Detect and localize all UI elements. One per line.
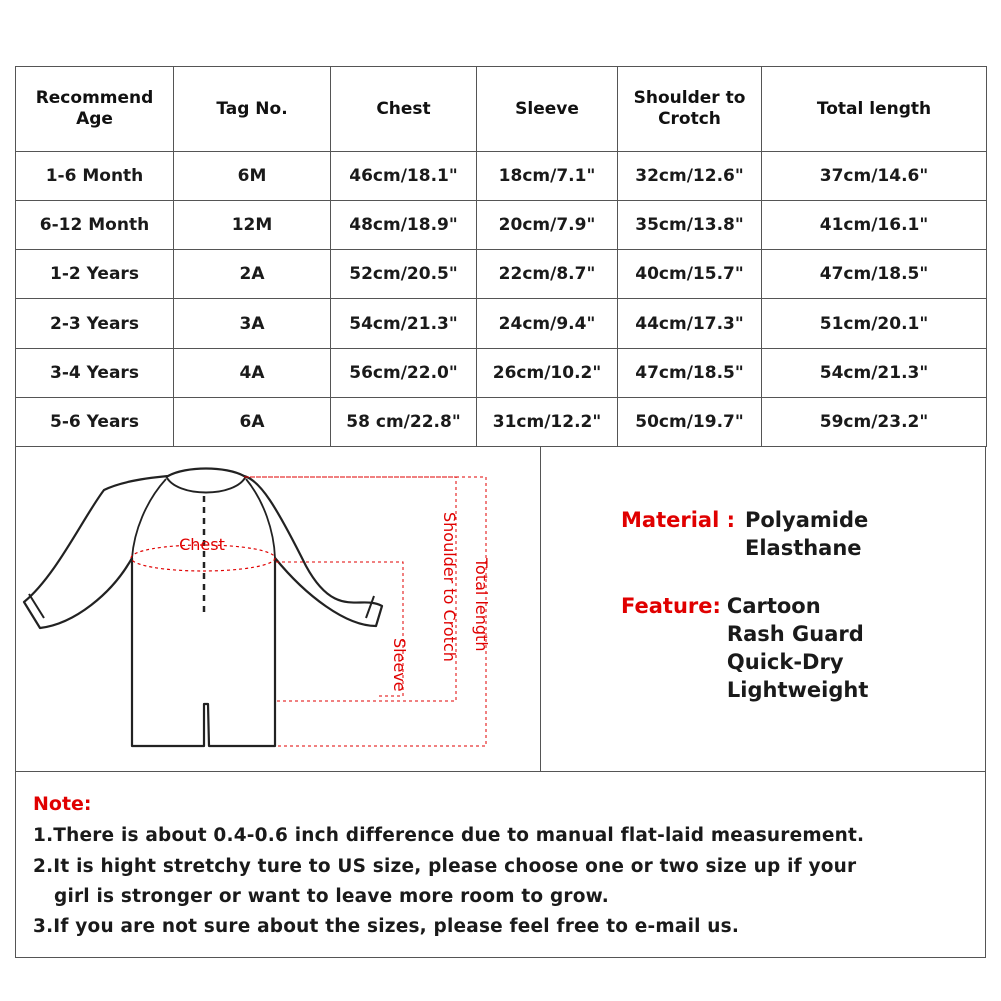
header-stc-line2: Crotch: [658, 109, 721, 129]
shoulder-to-crotch-label: Shoulder to Crotch: [440, 512, 459, 662]
cell-shoulder-to-crotch: 40cm/15.7": [618, 250, 762, 299]
cell-total-length: 59cm/23.2": [762, 397, 987, 446]
cell-total-length: 37cm/14.6": [762, 152, 987, 201]
cell-sleeve: 22cm/8.7": [477, 250, 618, 299]
cell-shoulder-to-crotch: 50cm/19.7": [618, 397, 762, 446]
material-label: Material :: [621, 508, 735, 532]
product-info: [621, 506, 981, 704]
feature-value: Rash Guard: [726, 622, 864, 646]
cell-chest: 58 cm/22.8": [331, 397, 477, 446]
cell-age: 2-3 Years: [16, 299, 174, 348]
cell-sleeve: 18cm/7.1": [477, 152, 618, 201]
note-line-1: 1.There is about 0.4-0.6 inch difference due to manual flat-laid measurement.: [33, 825, 865, 846]
material-value: Polyamide: [744, 508, 869, 532]
cell-shoulder-to-crotch: 32cm/12.6": [618, 152, 762, 201]
cell-shoulder-to-crotch: 47cm/18.5": [618, 348, 762, 397]
note-line-2-continued: girl is stronger or want to leave more room to grow.: [54, 886, 609, 907]
cell-chest: 56cm/22.0": [331, 348, 477, 397]
cell-tag: 4A: [174, 348, 331, 397]
material-row: [621, 506, 981, 562]
header-age-line1: Recommend: [35, 88, 154, 108]
feature-label: Feature:: [621, 594, 721, 618]
sleeve-label: Sleeve: [390, 638, 409, 692]
cell-sleeve: 20cm/7.9": [477, 201, 618, 250]
material-value: Elasthane: [744, 536, 862, 560]
right-cuff: [366, 596, 374, 618]
neckline: [166, 476, 246, 493]
left-raglan-seam: [132, 479, 166, 558]
table-row: [16, 250, 987, 299]
note-line-3: 3.If you are not sure about the sizes, please feel free to e-mail us.: [33, 916, 740, 937]
cell-total-length: 51cm/20.1": [762, 299, 987, 348]
table-row: [16, 201, 987, 250]
header-sleeve: Sleeve: [477, 67, 618, 152]
feature-row: [621, 592, 981, 704]
table-row: [16, 348, 987, 397]
header-tag-no: Tag No.: [174, 67, 331, 152]
feature-value: Quick-Dry: [726, 650, 844, 674]
cell-shoulder-to-crotch: 35cm/13.8": [618, 201, 762, 250]
feature-value: Lightweight: [726, 678, 869, 702]
material-values: [735, 506, 868, 562]
section-divider: [540, 446, 541, 771]
header-age-line2: Age: [76, 109, 113, 129]
table-row: [16, 299, 987, 348]
cell-sleeve: 31cm/12.2": [477, 397, 618, 446]
right-raglan-seam: [246, 479, 275, 558]
feature-value: Cartoon: [726, 594, 821, 618]
cell-age: 1-6 Month: [16, 152, 174, 201]
cell-chest: 46cm/18.1": [331, 152, 477, 201]
header-shoulder-to-crotch: [618, 67, 762, 152]
cell-tag: 3A: [174, 299, 331, 348]
cell-tag: 12M: [174, 201, 331, 250]
table-header-row: [16, 67, 987, 152]
header-total-length: Total length: [762, 67, 987, 152]
header-chest: Chest: [331, 67, 477, 152]
cell-total-length: 47cm/18.5": [762, 250, 987, 299]
table-row: [16, 152, 987, 201]
cell-age: 5-6 Years: [16, 397, 174, 446]
cell-sleeve: 24cm/9.4": [477, 299, 618, 348]
chest-label: Chest: [179, 535, 225, 554]
cell-tag: 6A: [174, 397, 331, 446]
header-stc-line1: Shoulder to: [633, 88, 746, 108]
cell-age: 3-4 Years: [16, 348, 174, 397]
note-title: Note:: [33, 793, 92, 815]
cell-chest: 48cm/18.9": [331, 201, 477, 250]
cell-chest: 52cm/20.5": [331, 250, 477, 299]
sleeve-measure-line: [276, 562, 403, 696]
garment-measurement-diagram: [16, 446, 540, 771]
header-recommend-age: [16, 67, 174, 152]
cell-sleeve: 26cm/10.2": [477, 348, 618, 397]
cell-tag: 2A: [174, 250, 331, 299]
cell-chest: 54cm/21.3": [331, 299, 477, 348]
cell-tag: 6M: [174, 152, 331, 201]
cell-shoulder-to-crotch: 44cm/17.3": [618, 299, 762, 348]
notes-section: [15, 771, 986, 958]
total-length-label: Total length: [472, 558, 491, 652]
feature-values: [721, 592, 868, 704]
table-row: [16, 397, 987, 446]
note-line-2: 2.It is hight stretchy ture to US size, please choose one or two size up if your: [33, 856, 857, 877]
cell-total-length: 54cm/21.3": [762, 348, 987, 397]
cell-age: 1-2 Years: [16, 250, 174, 299]
size-chart-table: [15, 66, 987, 447]
cell-age: 6-12 Month: [16, 201, 174, 250]
cell-total-length: 41cm/16.1": [762, 201, 987, 250]
garment-info-section: [15, 446, 986, 772]
